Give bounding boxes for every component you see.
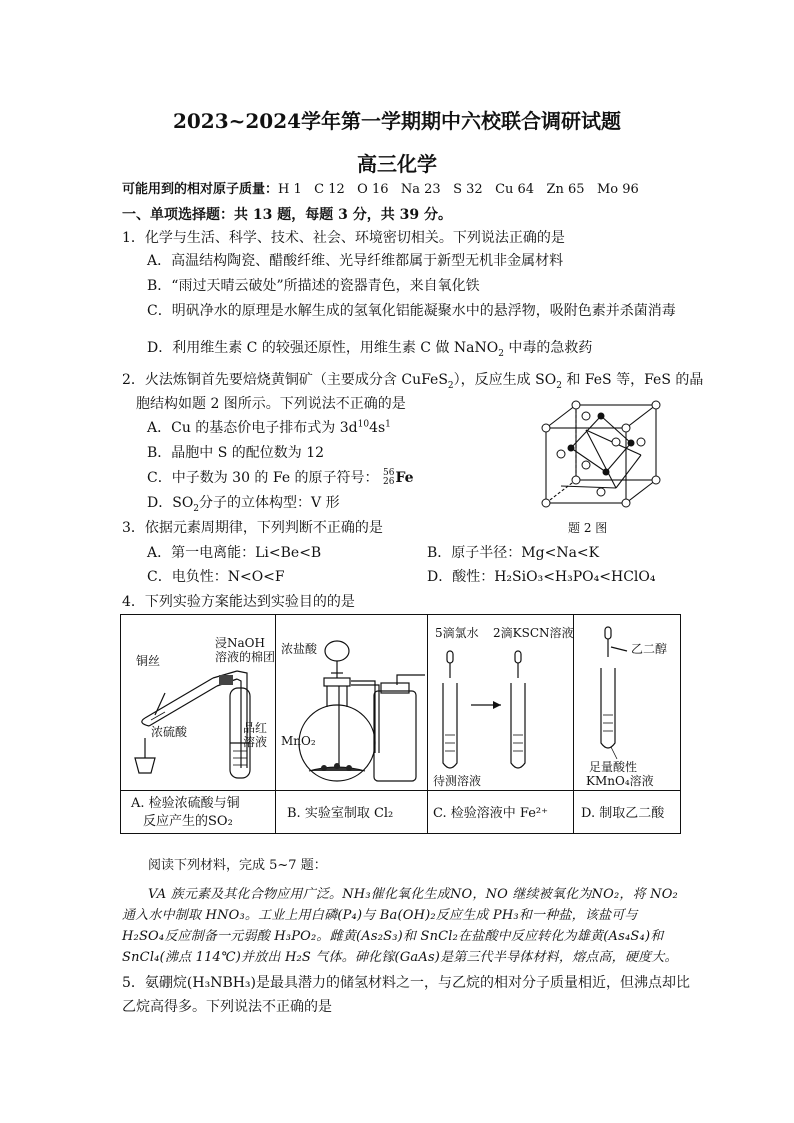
- q2-d-sub: 2: [193, 503, 200, 514]
- q2-a-mid: 4s: [369, 420, 386, 436]
- q1-option-d: [147, 338, 592, 358]
- q2-d-tail: 分子的立体构型：V 形: [199, 495, 340, 511]
- label-solution: 溶液: [243, 735, 268, 749]
- label-naoh: 浸NaOH: [215, 636, 265, 650]
- q2-stem-mid: ），反应生成 SO: [453, 372, 557, 388]
- q2-option-a: [147, 418, 391, 438]
- apparatus-c-fe2-test: [431, 623, 571, 788]
- q2-d-text: D．SO: [147, 495, 194, 511]
- caption-a-line1: A. 检验浓硫酸与铜: [131, 796, 240, 811]
- exam-title: 2023~2024学年第一学期期中六校联合调研试题: [172, 109, 622, 133]
- label-kmno4: KMnO₄溶液: [586, 774, 654, 788]
- q1-option-b: B．“雨过天晴云破处”所描述的瓷器青色，来自氧化铁: [147, 278, 480, 294]
- q2-option-c: [147, 468, 414, 488]
- label-conc-hcl: 浓盐酸: [281, 642, 318, 656]
- iron-isotope-numbers: [383, 469, 394, 487]
- exam-subject: 高三化学: [357, 152, 437, 176]
- mass-number: 56: [383, 468, 395, 478]
- reading-intro: 阅读下列材料，完成 5~7 题：: [148, 858, 327, 873]
- caption-c: C. 检验溶液中 Fe²⁺: [433, 806, 548, 821]
- q1-option-a: A．高温结构陶瓷、醋酸纤维、光导纤维都属于新型无机非金属材料: [147, 253, 564, 269]
- q2-a-sup1: 10: [357, 419, 370, 430]
- caption-a: [131, 795, 240, 831]
- atomic-masses-values: H 1 C 12 O 16 Na 23 S 32 Cu 64 Zn 65 Mo 96: [278, 182, 639, 197]
- q2-a-sup2: 1: [385, 419, 391, 430]
- label-excess-acidic: 足量酸性: [589, 760, 638, 774]
- q3-option-c: C．电负性：N<O<F: [147, 569, 285, 585]
- q3-option-b: B．原子半径：Mg<Na<K: [427, 545, 600, 561]
- label-test-solution: 待测溶液: [433, 774, 482, 788]
- section-heading: 一、单项选择题：共 13 题，每题 3 分，共 39 分。: [122, 207, 452, 223]
- q2-stem-line1: [122, 370, 703, 390]
- q5-stem-line1: 5．氨硼烷(H₃NBH₃)是最具潜力的储氢材料之一，与乙烷的相对分子质量相近，但沸点却比: [122, 975, 691, 991]
- label-magenta: 品红: [243, 721, 268, 735]
- q2-option-b: B．晶胞中 S 的配位数为 12: [147, 445, 325, 461]
- label-conc-sulfuric: 浓硫酸: [151, 725, 188, 739]
- q2-option-d: [147, 493, 340, 513]
- atomic-number: 26: [383, 477, 395, 487]
- element-symbol: Fe: [395, 470, 414, 486]
- q1-d-sub: 2: [498, 348, 504, 359]
- caption-b: B. 实验室制取 Cl₂: [287, 806, 394, 821]
- label-copper-wire: 铜丝: [136, 654, 161, 668]
- label-kscn: 2滴KSCN溶液: [493, 626, 574, 640]
- q3-option-a: A．第一电离能：Li<Be<B: [147, 545, 322, 561]
- q2-c-text: C．中子数为 30 的 Fe 的原子符号：: [147, 470, 379, 486]
- caption-d: D. 制取乙二酸: [581, 806, 665, 821]
- label-ethylene-glycol: 乙二醇: [631, 642, 668, 656]
- atomic-masses-label: 可能用到的相对原子质量：: [122, 182, 279, 197]
- caption-a-line2: 反应产生的SO₂: [143, 814, 233, 829]
- q2-stem-tail: 和 FeS 等，FeS 的晶: [561, 372, 704, 388]
- q1-stem: 1．化学与生活、科学、技术、社会、环境密切相关。下列说法正确的是: [122, 230, 565, 246]
- q2-stem-text: 2．火法炼铜首先要焙烧黄铜矿（主要成分含 CuFeS: [122, 372, 448, 388]
- q3-stem: 3．依据元素周期律，下列判断不正确的是: [122, 520, 383, 536]
- q2-a-text: A．Cu 的基态价电子排布式为 3d: [147, 420, 358, 436]
- q5-stem-line2: 乙烷高得多。下列说法不正确的是: [122, 999, 332, 1015]
- reading-passage: VA 族元素及其化合物应用广泛。NH₃催化氧化生成NO，NO 继续被氧化为NO₂，将 NO₂通入水中制取 HNO₃。工业上用白磷(P₄)与 Ba(OH)₂反应生成 PH₃和一种盐，该盐可与 H₂SO₄反应制备一元弱酸 H₃PO₂。雌黄(As₂S₃)和 SnCl₂在盐酸中反应转化为雄黄(As₄S₄)和 SnCl₄(沸点 114℃)并放出 H₂S 气体。砷化镓(GaAs)是第三代半导体材料，熔点高，硬度大。: [122, 887, 678, 965]
- atomic-masses: [122, 180, 639, 200]
- q1-d-text: D．利用维生素 C 的较强还原性，用维生素 C 做 NaNO: [147, 340, 499, 356]
- label-mno2: MnO₂: [281, 734, 316, 748]
- q3-option-d: D．酸性：H₂SiO₃<H₃PO₄<HClO₄: [427, 569, 656, 585]
- q1-option-c: C．明矾净水的原理是水解生成的氢氧化铝能凝聚水中的悬浮物，吸附色素并杀菌消毒: [147, 303, 676, 319]
- experiment-table: [120, 614, 681, 834]
- q1-d-tail: 中毒的急救药: [503, 340, 593, 356]
- label-chlorine-water: 5滴氯水: [435, 626, 479, 640]
- fes-unit-cell-figure: [538, 400, 668, 510]
- q4-stem: 4．下列实验方案能达到实验目的的是: [122, 594, 355, 610]
- label-cotton: 溶液的棉团: [215, 650, 276, 664]
- q2-stem-line2: 胞结构如题 2 图所示。下列说法不正确的是: [136, 396, 406, 412]
- figure-2-caption: 题 2 图: [568, 521, 608, 535]
- q2-stem-sub2: 2: [556, 380, 562, 391]
- q2-stem-sub: 2: [447, 380, 454, 391]
